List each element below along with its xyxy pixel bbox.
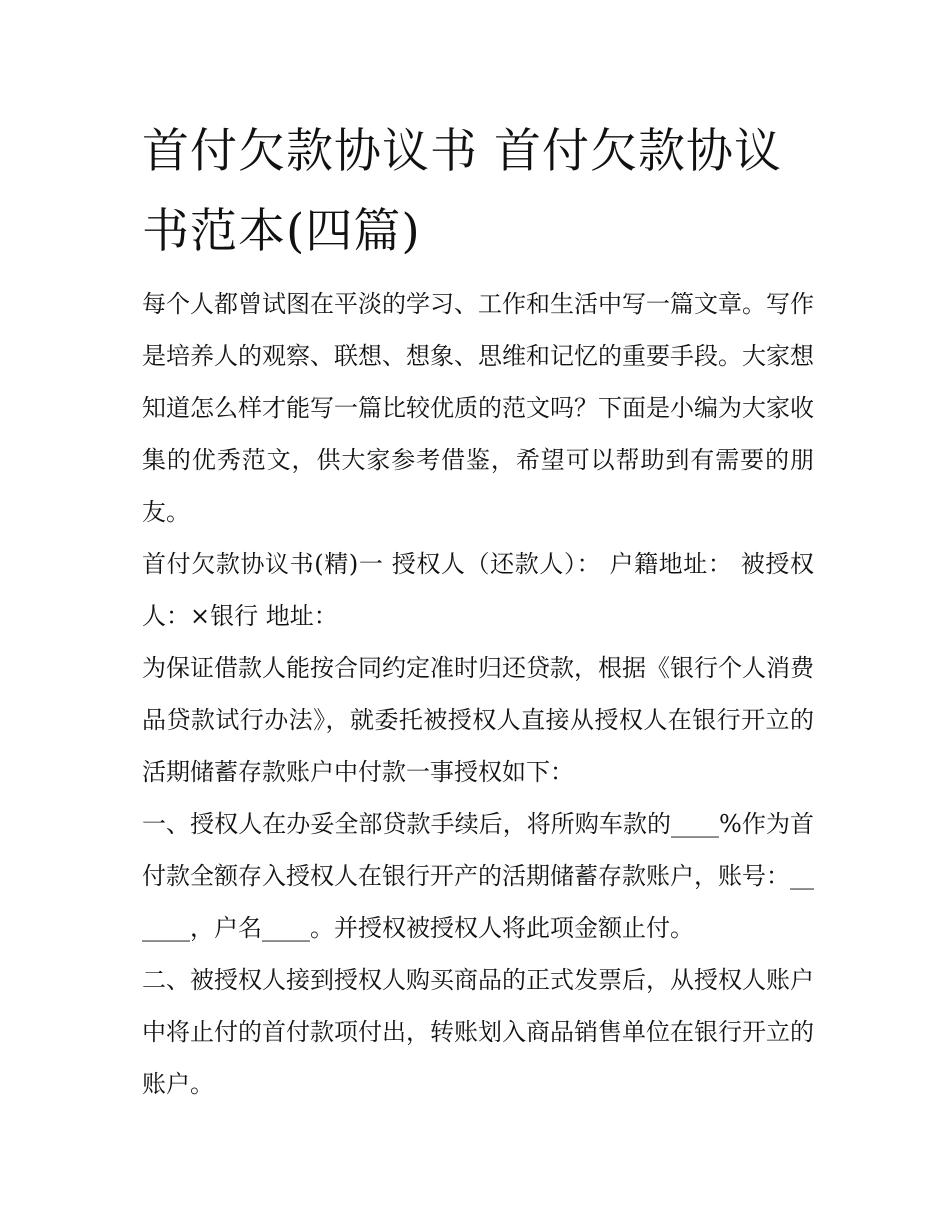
purpose-paragraph: 为保证借款人能按合同约定准时归还贷款，根据《银行个人消费品贷款试行办法》，就委托被授权人直接从授权人在银行开立的活期储蓄存款账户中付款一事授权如下： — [142, 654, 814, 786]
document-page — [142, 112, 814, 1110]
agreement-header-paragraph: 首付欠款协议书(精)一 授权人（还款人）： 户籍地址： 被授权人：×银行 地址： — [142, 550, 814, 630]
document-title: 首付欠款协议书 首付欠款协议书范本(四篇) — [142, 124, 782, 259]
intro-paragraph: 每个人都曾试图在平淡的学习、工作和生活中写一篇文章。写作是培养人的观察、联想、想象、思维和记忆的重要手段。大家想知道怎么样才能写一篇比较优质的范文吗？下面是小编为大家收集的优秀范文，供大家参考借鉴，希望可以帮助到有需要的朋友。 — [142, 290, 814, 526]
clause-two-paragraph: 二、被授权人接到授权人购买商品的正式发票后，从授权人账户中将止付的首付款项付出，转账划入商品销售单位在银行开立的账户。 — [142, 966, 814, 1098]
clause-one-paragraph: 一、授权人在办妥全部贷款手续后，将所购车款的____%作为首付款全额存入授权人在银行开产的活期储蓄存款账户，账号：______，户名____。并授权被授权人将此项金额止付。 — [142, 810, 814, 942]
